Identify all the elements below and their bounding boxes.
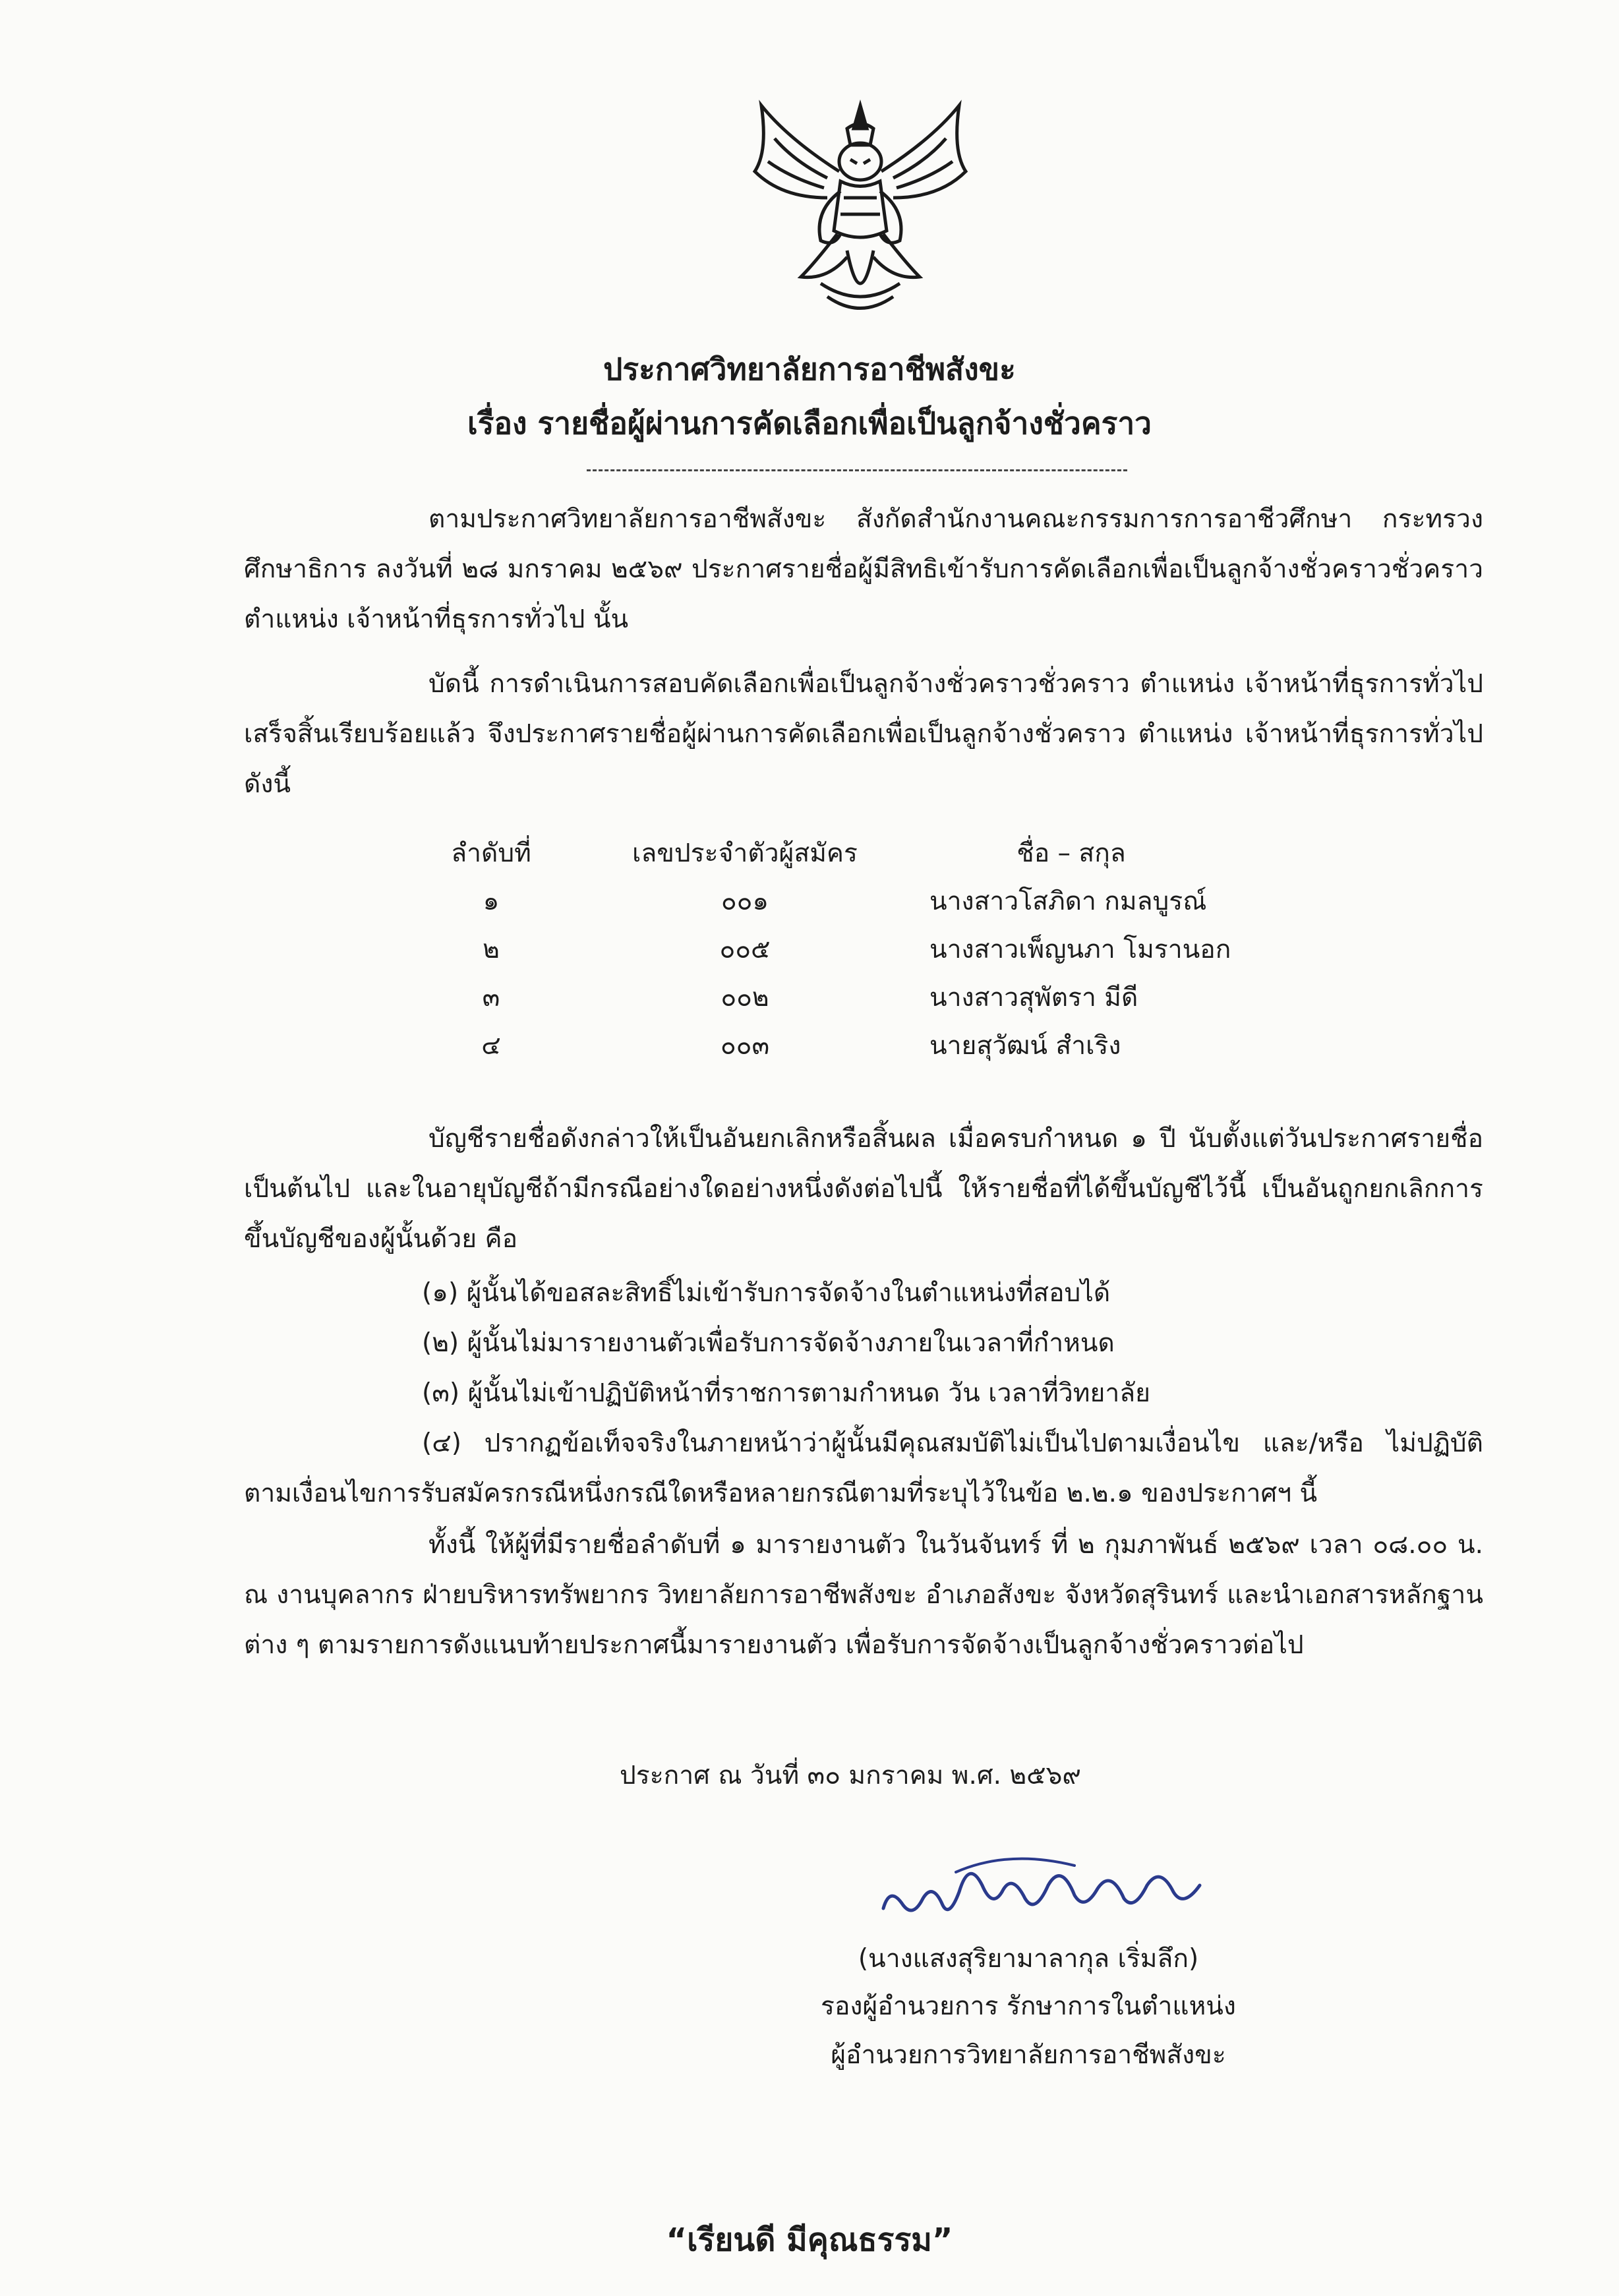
cell-order: ๒ bbox=[483, 935, 500, 964]
table-header-row bbox=[422, 833, 1312, 881]
paragraph-3 bbox=[244, 1114, 1483, 1264]
cell-applicant-id: ๐๐๕ bbox=[719, 935, 771, 964]
table-row bbox=[422, 881, 1312, 929]
divider bbox=[587, 469, 1127, 471]
signatory-name: (นางแสงสุริยามาลากุล เริ่มลึก) bbox=[858, 1944, 1199, 1974]
list-item: (๑) ผู้นั้นได้ขอสละสิทธิ์ไม่เข้ารับการจัดจ้างในตำแหน่งที่สอบได้ bbox=[422, 1278, 1111, 1308]
cell-order: ๔ bbox=[481, 1031, 501, 1061]
cell-applicant-id: ๐๐๓ bbox=[720, 1031, 770, 1061]
college-motto: “เรียนดี มีคุณธรรม” bbox=[666, 2222, 953, 2258]
column-header-order: ลำดับที่ bbox=[451, 839, 531, 868]
announcement-date: ประกาศ ณ วันที่ ๓๐ มกราคม พ.ศ. ๒๕๖๙ bbox=[620, 1761, 1081, 1790]
cell-applicant-id: ๐๐๑ bbox=[721, 887, 769, 916]
cell-name: นางสาวโสภิดา กมลบูรณ์ bbox=[929, 887, 1207, 916]
paragraph-3-text: บัญชีรายชื่อดังกล่าวให้เป็นอันยกเลิกหรือสิ้นผล เมื่อครบกำหนด ๑ ปี นับตั้งแต่วันประกาศรายชื่อเป็นต้นไป และในอายุบัญชีถ้ามีกรณีอย่างใดอย่างหนึ่งดังต่อไปนี้ ให้รายชื่อที่ได้ขึ้นบัญชีไว้นี้ เป็นอันถูกยกเลิกการขึ้นบัญชีของผู้นั้นด้วย คือ bbox=[244, 1124, 1483, 1254]
handwritten-signature bbox=[877, 1846, 1220, 1931]
cell-name: นายสุวัฒน์ สำเริง bbox=[929, 1031, 1121, 1061]
announcement-title: ประกาศวิทยาลัยการอาชีพสังขะ bbox=[603, 351, 1016, 387]
list-item: (๓) ผู้นั้นไม่เข้าปฏิบัติหน้าที่ราชการตามกำหนด วัน เวลาที่วิทยาลัย bbox=[422, 1378, 1150, 1408]
paragraph-1-text: ตามประกาศวิทยาลัยการอาชีพสังขะ สังกัดสำนักงานคณะกรรมการการอาชีวศึกษา กระทรวงศึกษาธิการ ลงวันที่ ๒๘ มกราคม ๒๕๖๙ ประกาศรายชื่อผู้มีสิทธิเข้ารับการคัดเลือกเพื่อเป็นลูกจ้างชั่วคราวชั่วคราว ตำแหน่ง เจ้าหน้าที่ธุรการทั่วไป นั้น bbox=[244, 504, 1483, 634]
signatory-position: รองผู้อำนวยการ รักษาการในตำแหน่ง bbox=[821, 1991, 1236, 2021]
garuda-emblem-icon bbox=[742, 99, 979, 323]
cell-applicant-id: ๐๐๒ bbox=[721, 983, 769, 1013]
cell-order: ๓ bbox=[482, 983, 500, 1013]
cell-order: ๑ bbox=[483, 887, 500, 916]
table-row bbox=[422, 929, 1312, 977]
column-header-name: ชื่อ – สกุล bbox=[1016, 839, 1126, 868]
list-item-4 bbox=[244, 1419, 1483, 1519]
table-row bbox=[422, 1025, 1312, 1073]
paragraph-1 bbox=[244, 494, 1483, 645]
cell-name: นางสาวสุพัตรา มีดี bbox=[929, 983, 1138, 1013]
list-item-4-text: (๔) ปรากฏข้อเท็จจริงในภายหน้าว่าผู้นั้นมีคุณสมบัติไม่เป็นไปตามเงื่อนไข และ/หรือ ไม่ปฏิบัติตามเงื่อนไขการรับสมัครกรณีหนึ่งกรณีใดหรือหลายกรณีตามที่ระบุไว้ในข้อ ๒.๒.๑ ของประกาศฯ นี้ bbox=[244, 1428, 1483, 1508]
results-table bbox=[422, 833, 1312, 1073]
table-row bbox=[422, 977, 1312, 1025]
list-item: (๒) ผู้นั้นไม่มารายงานตัวเพื่อรับการจัดจ้างภายในเวลาที่กำหนด bbox=[422, 1328, 1115, 1358]
signatory-position-2: ผู้อำนวยการวิทยาลัยการอาชีพสังขะ bbox=[831, 2040, 1226, 2070]
announcement-subject: เรื่อง รายชื่อผู้ผ่านการคัดเลือกเพื่อเป็นลูกจ้างชั่วคราว bbox=[467, 405, 1152, 441]
paragraph-5-text: ทั้งนี้ ให้ผู้ที่มีรายชื่อลำดับที่ ๑ มารายงานตัว ในวันจันทร์ ที่ ๒ กุมภาพันธ์ ๒๕๖๙ เวลา ๐๘.๐๐ น. ณ งานบุคลากร ฝ่ายบริหารทรัพยากร วิทยาลัยการอาชีพสังขะ อำเภอสังขะ จังหวัดสุรินทร์ และนำเอกสารหลักฐานต่าง ๆ ตามรายการดังแนบท้ายประกาศนี้มารายงานตัว เพื่อรับการจัดจ้างเป็นลูกจ้างชั่วคราวต่อไป bbox=[244, 1530, 1483, 1660]
paragraph-2-text: บัดนี้ การดำเนินการสอบคัดเลือกเพื่อเป็นลูกจ้างชั่วคราวชั่วคราว ตำแหน่ง เจ้าหน้าที่ธุรการทั่วไป เสร็จสิ้นเรียบร้อยแล้ว จึงประกาศรายชื่อผู้ผ่านการคัดเลือกเพื่อเป็นลูกจ้างชั่วคราว ตำแหน่ง เจ้าหน้าที่ธุรการทั่วไป ดังนี้ bbox=[244, 669, 1483, 799]
paragraph-5 bbox=[244, 1520, 1483, 1670]
paragraph-2 bbox=[244, 659, 1483, 809]
cell-name: นางสาวเพ็ญนภา โมรานอก bbox=[929, 935, 1231, 964]
column-header-applicant-id: เลขประจำตัวผู้สมัคร bbox=[632, 839, 858, 868]
